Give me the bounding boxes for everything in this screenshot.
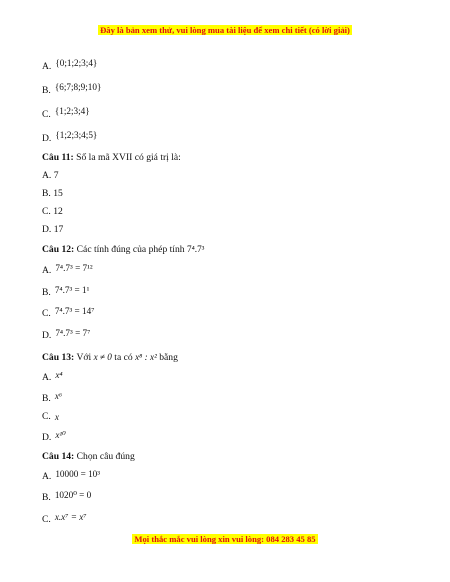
q10-option-b: B. {6;7;8;9;10}: [42, 82, 102, 96]
q10-option-c: C. {1;2;3;4}: [42, 106, 90, 120]
q13-condition: x ≠ 0: [93, 352, 112, 362]
q12-option-b-math: 7⁴.7³ = 1¹: [54, 285, 90, 295]
q10-option-c-math: {1;2;3;4}: [54, 106, 90, 116]
q13-number: Câu 13:: [42, 352, 75, 363]
q14-prompt: [42, 451, 135, 463]
q10-option-a: A. {0;1;2;3;4}: [42, 58, 98, 72]
q10-option-b-math: {6;7;8;9;10}: [54, 82, 102, 92]
q12-option-b: B. 7⁴.7³ = 1¹: [42, 285, 90, 298]
q14-option-c: C. x.x⁷ = x⁷: [42, 512, 87, 525]
q13-option-d-math: x¹⁰: [55, 430, 66, 440]
q14-option-b: B. 1020⁰ = 0: [42, 490, 92, 503]
q12-math: 7⁴.7³: [186, 244, 205, 254]
q12-number: Câu 12:: [42, 244, 75, 255]
q12-option-d: D. 7⁴.7³ = 7⁷: [42, 328, 91, 341]
q10-option-d: D. {1;2;3;4;5}: [42, 130, 98, 144]
q12-option-c: C. 7⁴.7³ = 14⁷: [42, 306, 95, 319]
q14-text: Chọn câu đúng: [76, 451, 135, 462]
q12-option-a-math: 7⁴.7³ = 7¹²: [55, 263, 93, 273]
preview-notice-text: Đây là bản xem thử, vui lòng mua tài liệu để xem chi tiết (có lời giải): [100, 25, 350, 35]
q12-option-a: A. 7⁴.7³ = 7¹²: [42, 263, 93, 276]
q11-number: Câu 11:: [42, 152, 74, 163]
q13-expression: x⁸ : x²: [135, 352, 157, 362]
q11-prompt: [42, 152, 181, 164]
q10-option-d-math: {1;2;3;4;5}: [55, 130, 98, 140]
q13-option-b: B. x⁶: [42, 391, 63, 404]
q13-option-c: C. x: [42, 411, 59, 422]
q10-option-a-math: {0;1;2;3;4}: [55, 58, 98, 68]
q14-option-a: A. 10000 = 10³: [42, 469, 101, 482]
q11-option-c: C. 12: [42, 206, 63, 217]
q12-option-d-math: 7⁴.7³ = 7⁷: [55, 328, 91, 338]
q11-option-d: D. 17: [42, 224, 64, 235]
q13-prompt: Câu 13: Với x ≠ 0 ta có x⁸ : x² bằng: [42, 352, 178, 363]
q13-option-b-math: x⁶: [54, 391, 63, 401]
q11-text: Số la mã XVII có giá trị là:: [76, 152, 181, 163]
q13-option-c-math: x: [54, 412, 59, 422]
contact-notice-text: Mọi thắc mắc vui lòng xin vui lòng: 084 283 45 85: [134, 534, 316, 544]
q14-number: Câu 14:: [42, 451, 75, 462]
q11-option-b: B. 15: [42, 188, 63, 199]
q12-option-c-math: 7⁴.7³ = 14⁷: [54, 306, 95, 316]
q14-option-a-math: 10000 = 10³: [55, 469, 101, 479]
q12-text: Các tính đúng của phép tính: [76, 244, 185, 255]
preview-notice-banner: [0, 25, 450, 36]
q13-option-d: D. x¹⁰: [42, 430, 66, 443]
q13-option-a-math: x⁴: [55, 370, 63, 380]
q13-option-a: A. x⁴: [42, 370, 63, 383]
q11-option-a: A. 7: [42, 170, 59, 181]
contact-notice-banner: [0, 534, 450, 545]
q12-prompt: [42, 243, 204, 256]
q14-option-b-math: 1020⁰ = 0: [54, 490, 92, 500]
q14-option-c-math: x.x⁷ = x⁷: [54, 512, 87, 522]
